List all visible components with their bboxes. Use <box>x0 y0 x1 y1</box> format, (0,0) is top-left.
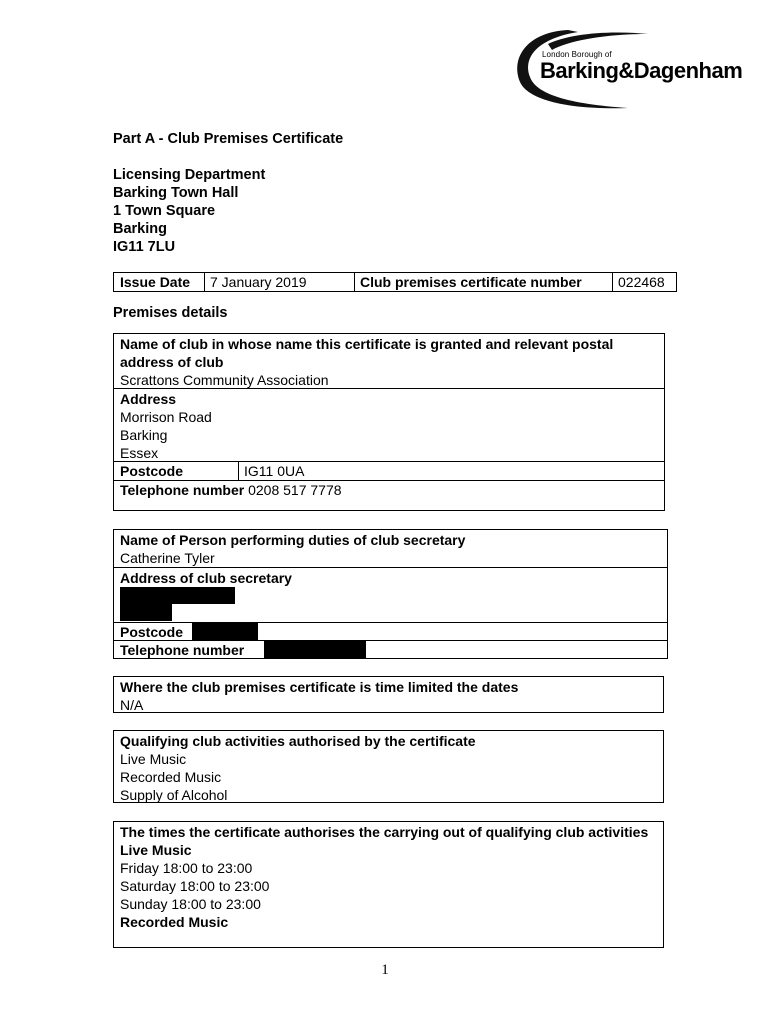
secretary-postcode-label: Postcode <box>120 624 184 640</box>
logo-line1: London Borough of <box>542 50 612 59</box>
secretary-box <box>113 529 668 659</box>
club-address-line: Barking <box>120 427 168 443</box>
issue-table <box>113 272 677 292</box>
times-live-label: Live Music <box>120 842 192 858</box>
page-title: Part A - Club Premises Certificate <box>113 131 344 147</box>
time-limited-heading: Where the club premises certificate is time limited the dates <box>120 679 519 695</box>
times-live-item: Friday 18:00 to 23:00 <box>120 860 253 876</box>
secretary-name: Catherine Tyler <box>120 550 215 566</box>
certificate-number-label: Club premises certificate number <box>360 274 582 290</box>
logo-line2: Barking&Dagenham <box>540 58 743 83</box>
times-box <box>113 821 664 948</box>
club-section <box>114 335 664 389</box>
activities-box <box>113 730 664 803</box>
secretary-name-section <box>114 531 664 567</box>
secretary-telephone-label: Telephone number <box>120 642 245 658</box>
issue-date-value: 7 January 2019 <box>210 274 307 290</box>
activity-item: Live Music <box>120 751 187 767</box>
club-details-box <box>113 333 665 511</box>
office-address-line: Barking <box>113 221 167 237</box>
club-address-line: Morrison Road <box>120 409 212 425</box>
redaction-block <box>120 604 172 621</box>
office-address-line: Barking Town Hall <box>113 185 239 201</box>
club-telephone <box>114 481 664 499</box>
times-live-item: Saturday 18:00 to 23:00 <box>120 878 270 894</box>
activity-item: Supply of Alcohol <box>120 787 228 803</box>
club-telephone-label: Telephone number <box>120 482 245 498</box>
club-postcode-label: Postcode <box>120 463 184 479</box>
page-number: 1 <box>381 962 389 978</box>
secretary-address-label: Address of club secretary <box>120 570 292 586</box>
times-section <box>114 823 663 931</box>
times-heading: The times the certificate authorises the carrying out of qualifying club activities <box>120 824 649 840</box>
club-address-line: Essex <box>120 445 159 461</box>
club-heading: Name of club in whose name this certificate is granted and relevant postal address of club <box>120 336 614 370</box>
secretary-heading: Name of Person performing duties of club secretary <box>120 532 466 548</box>
office-address <box>113 166 265 256</box>
club-telephone-value: 0208 517 7778 <box>248 482 342 498</box>
certificate-number-value: 022468 <box>618 274 665 290</box>
time-limited-box <box>113 676 664 713</box>
redaction-block <box>264 640 366 658</box>
club-address-section <box>114 390 664 462</box>
time-limited-section <box>114 678 663 714</box>
issue-date-label: Issue Date <box>120 274 191 290</box>
times-live-item: Sunday 18:00 to 23:00 <box>120 896 261 912</box>
club-address-label: Address <box>120 391 177 407</box>
club-name: Scrattons Community Association <box>120 372 329 388</box>
activities-heading: Qualifying club activities authorised by the certificate <box>120 733 476 749</box>
office-address-line: 1 Town Square <box>113 203 216 219</box>
club-postcode-value: IG11 0UA <box>244 463 305 479</box>
premises-heading: Premises details <box>113 305 228 321</box>
redaction-block <box>120 587 235 604</box>
redaction-block <box>192 622 258 640</box>
activity-item: Recorded Music <box>120 769 222 785</box>
office-address-line: Licensing Department <box>113 167 266 183</box>
activities-section <box>114 732 663 804</box>
council-logo <box>508 22 743 114</box>
time-limited-value: N/A <box>120 697 144 713</box>
office-address-line: IG11 7LU <box>113 239 176 255</box>
times-recorded-label: Recorded Music <box>120 914 229 930</box>
